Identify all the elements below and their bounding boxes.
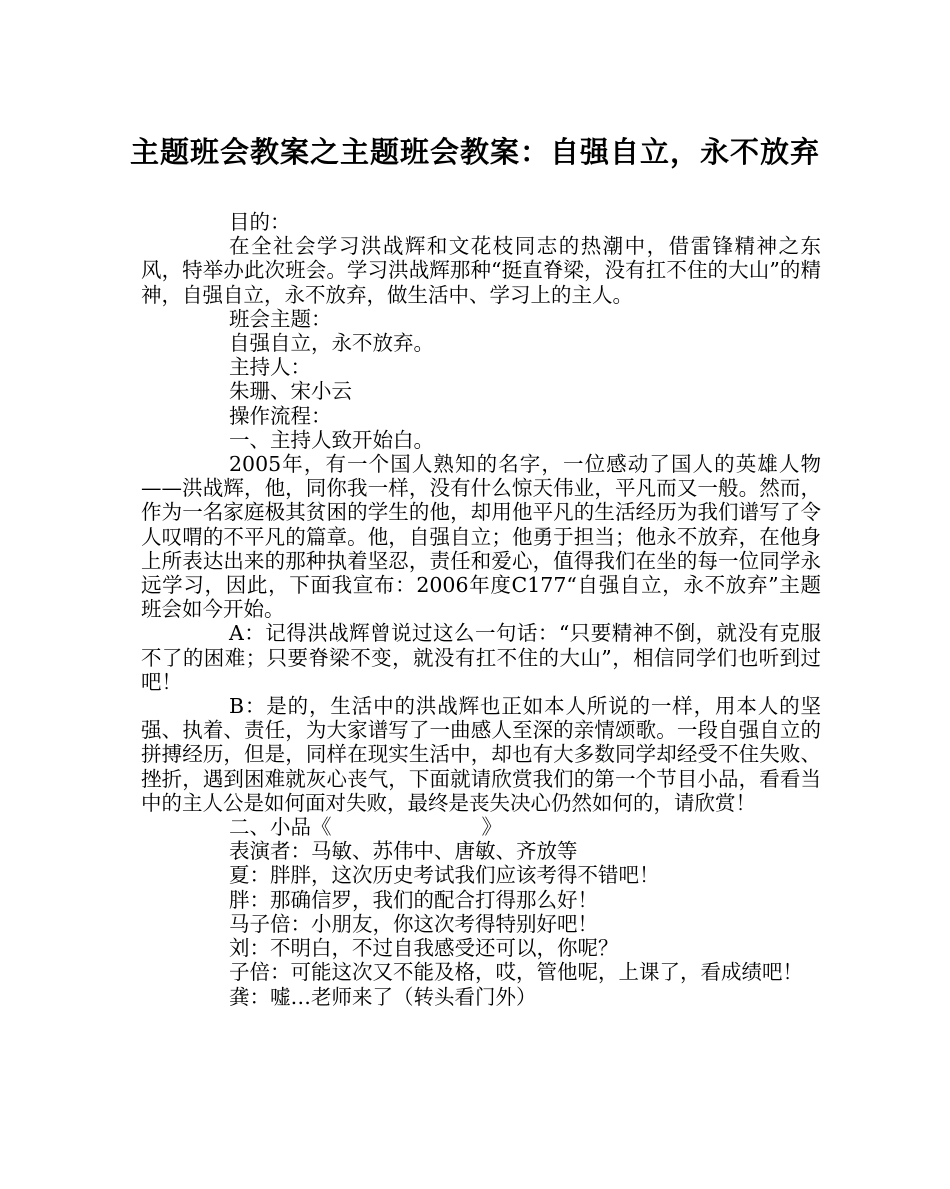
dialogue-line: 龚：嘘…老师来了（转头看门外）	[229, 984, 537, 1009]
skit-heading-close: 》	[481, 815, 502, 840]
paragraph: B：是的，生活中的洪战辉也正如本人所说的一样，用本人的坚强、执着、责任，为大家谱写了一曲感人至深的亲情颂歌。一段自强自立的拼搏经历，但是，同样在现实生活中，却也有大多数同学却经受不住失败、挫折，遇到困难就灰心丧气，下面就请欣赏我们的第一个节目小品，看看当中的主人公是如何面对失败，最终是丧失决心仍然如何的，请欣赏！	[141, 694, 821, 815]
dialogue-line: 夏：胖胖，这次历史考试我们应该考得不错吧！	[229, 863, 660, 888]
paragraph: 在全社会学习洪战辉和文花枝同志的热潮中，借雷锋精神之东风，特举办此次班会。学习洪战辉那种“挺直脊梁，没有扛不住的大山”的精神，自强自立，永不放弃，做生活中、学习上的主人。	[141, 234, 821, 307]
document-title: 主题班会教案之主题班会教案：自强自立，永不放弃	[129, 135, 820, 169]
skit-heading	[141, 815, 821, 839]
dialogue-line: 马子倍：小朋友，你这次考得特别好吧！	[229, 911, 598, 936]
paragraph: 朱珊、宋小云	[229, 379, 352, 404]
dialogue-line: 胖：那确信罗，我们的配合打得那么好！	[229, 887, 598, 912]
dialogue-line: 刘：不明白，不过自我感受还可以，你呢？	[229, 936, 619, 961]
paragraph: 目的：	[229, 210, 291, 234]
paragraph: 操作流程：	[229, 403, 332, 428]
paragraph: 2005年，有一个国人熟知的名字，一位感动了国人的英雄人物——洪战辉，他，同你我一样，没有什么惊天伟业，平凡而又一般。然而，作为一名家庭极其贫困的学生的他，却用他平凡的生活经历为我们谱写了令人叹喟的不平凡的篇章。他，自强自立；他勇于担当；他永不放弃，在他身上所表达出来的那种执着坚忍，责任和爱心，值得我们在坐的每一位同学永远学习，因此，下面我宣布：2006年度C177“自强自立，永不放弃”主题班会如今开始。	[141, 452, 821, 622]
paragraph: 自强自立，永不放弃。	[229, 331, 434, 356]
paragraph: A：记得洪战辉曾说过这么一句话：“只要精神不倒，就没有克服不了的困难；只要脊梁不变，就没有扛不住的大山”，相信同学们也听到过吧！	[141, 621, 821, 694]
paragraph: 表演者：马敏、苏伟中、唐敏、齐放等	[229, 839, 578, 864]
skit-heading-open: 二、小品《	[229, 815, 332, 840]
paragraph: 一、主持人致开始白。	[229, 427, 434, 452]
paragraph: 班会主题：	[229, 306, 332, 331]
dialogue-line: 子倍：可能这次又不能及格，哎，管他呢，上课了，看成绩吧！	[229, 960, 803, 985]
document-body	[141, 210, 821, 1009]
paragraph: 主持人：	[229, 355, 311, 380]
